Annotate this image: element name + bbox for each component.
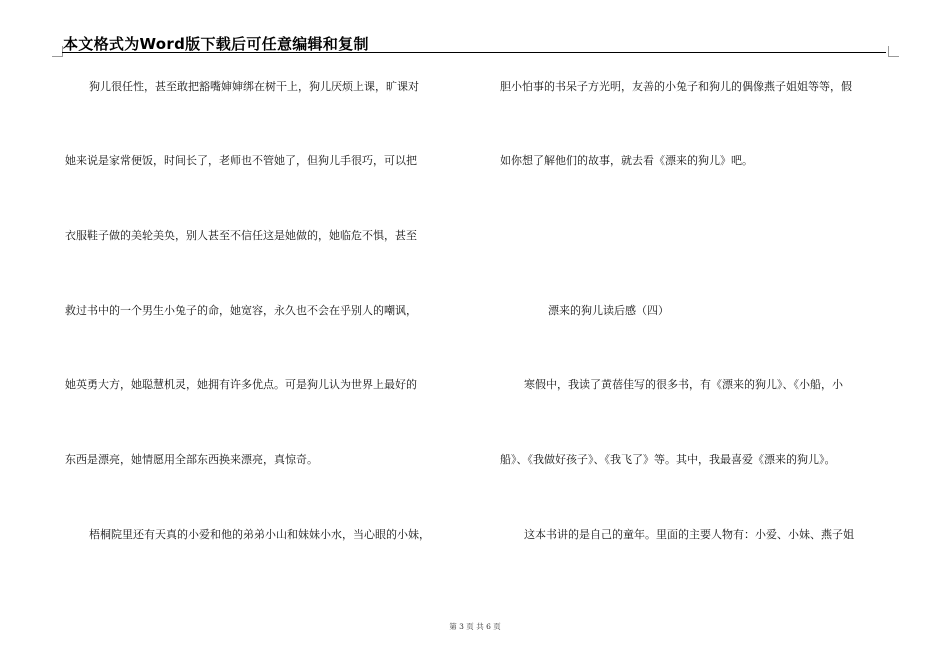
paragraph-line: 救过书中的一个男生小兔子的命，她宽容，永久也不会在乎别人的嘲讽， [65, 304, 417, 317]
paragraph-line: 她来说是家常便饭，时间长了，老师也不管她了，但狗儿手很巧，可以把 [65, 154, 417, 167]
paragraph-line: 寒假中，我读了黄蓓佳写的很多书，有《漂来的狗儿》、《小船，小 [524, 378, 843, 391]
right-text-column [500, 63, 896, 623]
paragraph-line: 梧桐院里还有天真的小爱和他的弟弟小山和妹妹小水，当心眼的小妹， [89, 528, 430, 541]
crop-mark-top-right [888, 46, 899, 57]
paragraph-line: 衣服鞋子做的美轮美奂，别人甚至不信任这是她做的，她临危不惧，甚至 [65, 229, 417, 242]
paragraph-line: 东西是漂亮，她情愿用全部东西换来漂亮，真惊奇。 [65, 453, 318, 466]
left-text-column [65, 63, 477, 623]
header-divider [62, 52, 886, 53]
page-header-title: 本文格式为Word版下载后可任意编辑和复制 [63, 35, 369, 53]
paragraph-line: 狗儿很任性，甚至敢把豁嘴婶婶绑在树干上，狗儿厌烦上课，旷课对 [89, 80, 419, 93]
paragraph-line: 如你想了解他们的故事，就去看《漂来的狗儿》吧。 [500, 154, 753, 167]
paragraph-line: 船》、《我做好孩子》、《我飞了》等。其中，我最喜爱《漂来的狗儿》。 [500, 453, 836, 466]
page-number-footer: 第 3 页 共 6 页 [449, 622, 501, 631]
paragraph-line: 胆小怕事的书呆子方光明，友善的小兔子和狗儿的偶像燕子姐姐等等，假 [500, 80, 852, 93]
paragraph-line: 这本书讲的是自己的童年。里面的主要人物有：小爱、小妹、燕子姐 [524, 528, 854, 541]
section-heading: 漂来的狗儿读后感（四） [548, 304, 669, 317]
paragraph-line: 她英勇大方，她聪慧机灵，她拥有许多优点。可是狗儿认为世界上最好的 [65, 378, 417, 391]
